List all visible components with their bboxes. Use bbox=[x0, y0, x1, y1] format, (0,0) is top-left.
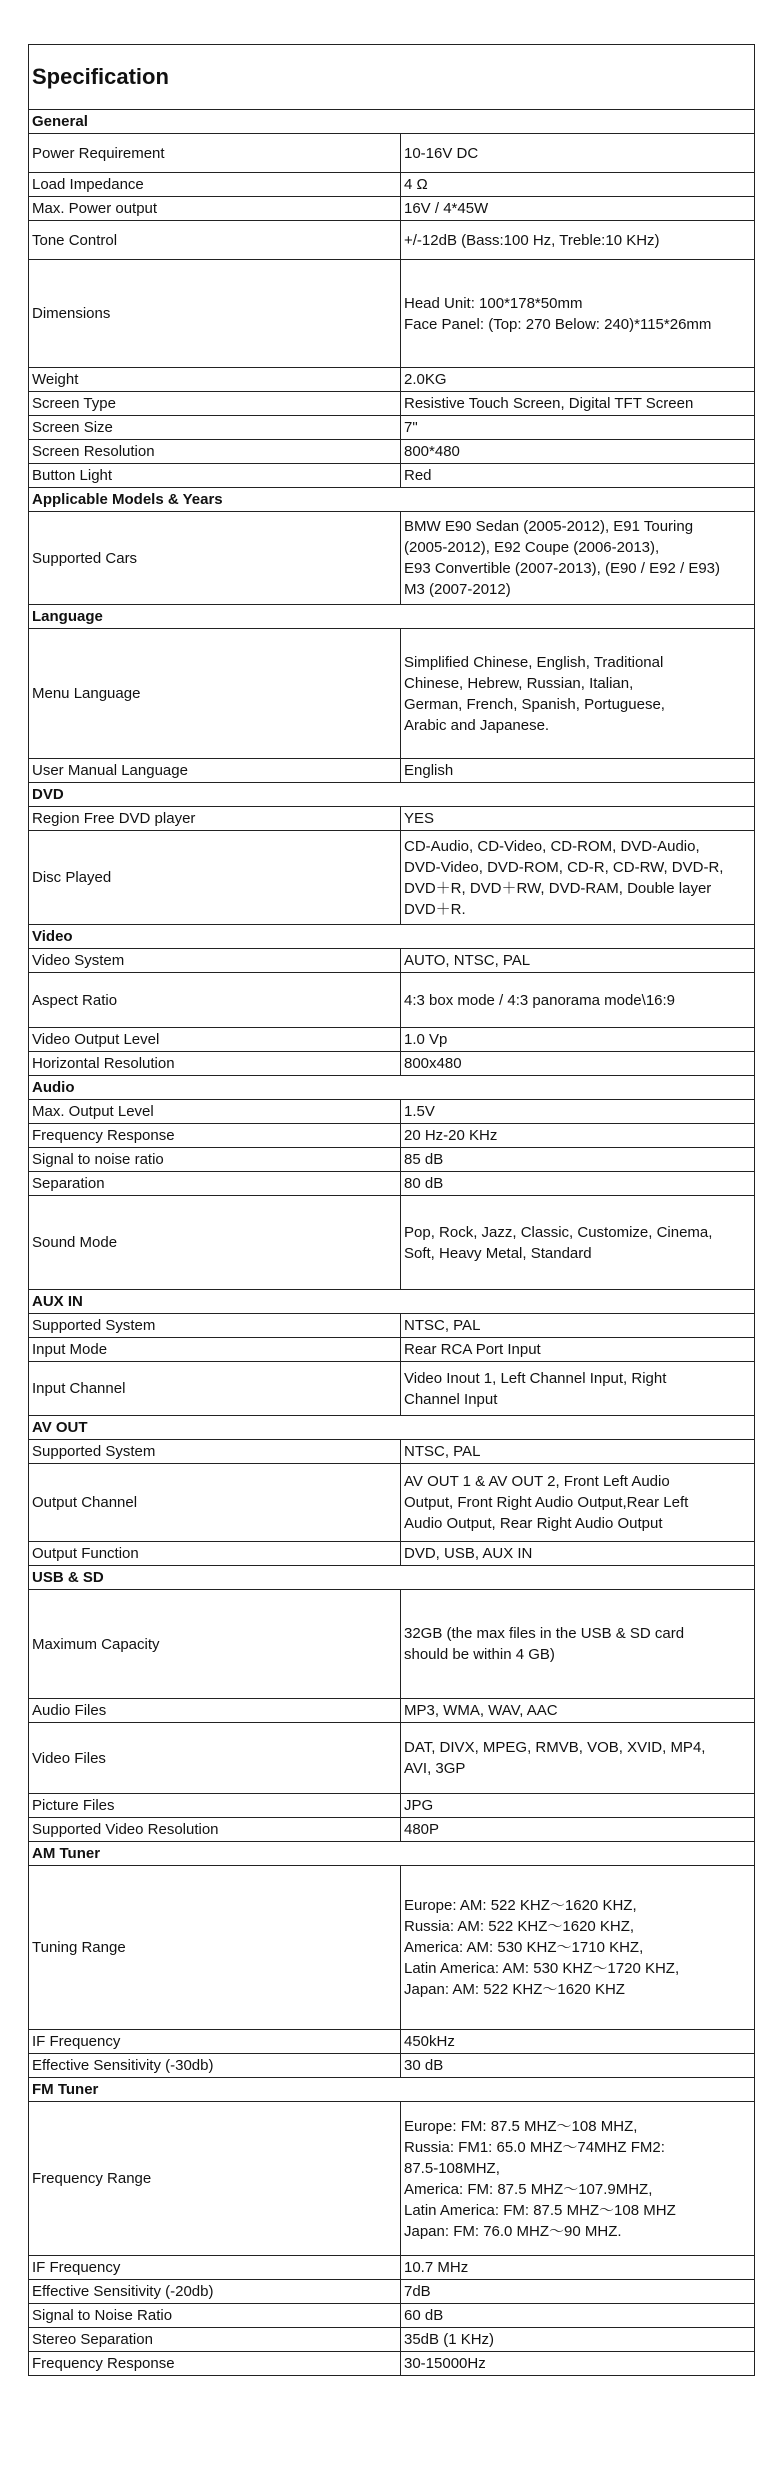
spec-label: Input Channel bbox=[29, 1362, 401, 1415]
spec-value: 10.7 MHz bbox=[404, 2259, 469, 2276]
spec-row-input-mode bbox=[28, 1338, 755, 1362]
spec-row-stereo-separation bbox=[28, 2328, 755, 2352]
spec-row-weight bbox=[28, 368, 755, 392]
spec-row-signal-to-noise-ratio bbox=[28, 2304, 755, 2328]
spec-label: Power Requirement bbox=[29, 134, 401, 172]
spec-row-power-requirement bbox=[28, 134, 755, 173]
spec-value: MP3, WMA, WAV, AAC bbox=[404, 1702, 558, 1719]
spec-value: 2.0KG bbox=[404, 371, 447, 388]
spec-value: Head Unit: 100*178*50mm Face Panel: (Top: 270 Below: 240)*115*26mm bbox=[404, 294, 712, 333]
spec-label: Video Files bbox=[29, 1723, 401, 1793]
spec-label: Supported System bbox=[29, 1440, 401, 1463]
spec-label: Load Impedance bbox=[29, 173, 401, 196]
spec-row-video-output-level bbox=[28, 1028, 755, 1052]
spec-row-effective-sensitivity-20db bbox=[28, 2280, 755, 2304]
spec-row-effective-sensitivity-30db bbox=[28, 2054, 755, 2078]
spec-row-video-files bbox=[28, 1723, 755, 1794]
section-header-applicable-models-years bbox=[28, 488, 755, 512]
spec-label: Aspect Ratio bbox=[29, 973, 401, 1027]
spec-label: Supported Cars bbox=[29, 512, 401, 604]
spec-label: Effective Sensitivity (-30db) bbox=[29, 2054, 401, 2077]
section-title: AM Tuner bbox=[32, 1845, 101, 1862]
spec-value: 4:3 box mode / 4:3 panorama mode\16:9 bbox=[404, 991, 676, 1009]
spec-value: BMW E90 Sedan (2005-2012), E91 Touring (2005-2012), E92 Coupe (2006-2013), E93 Convertible (2007-2013), (E90 / E92 / E93) M3 (2007-2012) bbox=[404, 518, 721, 598]
spec-value: 60 dB bbox=[404, 2307, 444, 2324]
spec-value: 16V / 4*45W bbox=[404, 200, 489, 217]
spec-value: 30-15000Hz bbox=[404, 2355, 486, 2372]
spec-row-supported-system bbox=[28, 1314, 755, 1338]
spec-label: Button Light bbox=[29, 464, 401, 487]
spec-row-screen-resolution bbox=[28, 440, 755, 464]
spec-label: Input Mode bbox=[29, 1338, 401, 1361]
spec-value: +/-12dB (Bass:100 Hz, Treble:10 KHz) bbox=[404, 231, 660, 249]
spec-value: 85 dB bbox=[404, 1151, 444, 1168]
section-header-usb-sd bbox=[28, 1566, 755, 1590]
spec-value: 800x480 bbox=[404, 1055, 462, 1072]
spec-value: 7dB bbox=[404, 2283, 431, 2300]
spec-label: Supported System bbox=[29, 1314, 401, 1337]
page-title: Specification bbox=[32, 64, 169, 89]
spec-label: Tuning Range bbox=[29, 1866, 401, 2029]
spec-value: NTSC, PAL bbox=[404, 1317, 481, 1334]
spec-label: Screen Resolution bbox=[29, 440, 401, 463]
spec-value: CD-Audio, CD-Video, CD-ROM, DVD-Audio, DVD-Video, DVD-ROM, CD-R, CD-RW, DVD-R, DVD＋R, DVD＋RW, DVD-RAM, Double layer DVD＋R. bbox=[404, 837, 724, 918]
spec-label: Picture Files bbox=[29, 1794, 401, 1817]
spec-value: JPG bbox=[404, 1797, 434, 1814]
spec-row-output-function bbox=[28, 1542, 755, 1566]
spec-label: Disc Played bbox=[29, 831, 401, 924]
spec-value: 30 dB bbox=[404, 2057, 444, 2074]
spec-label: Signal to noise ratio bbox=[29, 1148, 401, 1171]
spec-rows bbox=[28, 110, 755, 2376]
spec-row-supported-system bbox=[28, 1440, 755, 1464]
spec-row-supported-cars bbox=[28, 512, 755, 605]
section-header-audio bbox=[28, 1076, 755, 1100]
section-header-aux-in bbox=[28, 1290, 755, 1314]
spec-row-maximum-capacity bbox=[28, 1590, 755, 1699]
spec-value: 20 Hz-20 KHz bbox=[404, 1127, 498, 1144]
spec-value: 80 dB bbox=[404, 1175, 444, 1192]
spec-label: Separation bbox=[29, 1172, 401, 1195]
section-title: Applicable Models & Years bbox=[32, 491, 223, 508]
spec-label: User Manual Language bbox=[29, 759, 401, 782]
spec-row-supported-video-resolution bbox=[28, 1818, 755, 1842]
section-title: Language bbox=[32, 608, 103, 625]
spec-row-button-light bbox=[28, 464, 755, 488]
section-header-dvd bbox=[28, 783, 755, 807]
spec-row-sound-mode bbox=[28, 1196, 755, 1290]
spec-label: Tone Control bbox=[29, 221, 401, 259]
spec-row-separation bbox=[28, 1172, 755, 1196]
spec-value: 7" bbox=[404, 419, 418, 436]
spec-row-input-channel bbox=[28, 1362, 755, 1416]
spec-label: IF Frequency bbox=[29, 2030, 401, 2053]
spec-row-frequency-response bbox=[28, 1124, 755, 1148]
spec-row-max-output-level bbox=[28, 1100, 755, 1124]
spec-row-frequency-range bbox=[28, 2102, 755, 2256]
section-header-video bbox=[28, 925, 755, 949]
spec-label: Screen Type bbox=[29, 392, 401, 415]
spec-value: 800*480 bbox=[404, 443, 460, 460]
spec-value: AV OUT 1 & AV OUT 2, Front Left Audio Output, Front Right Audio Output,Rear Left Audio Output, Rear Right Audio Output bbox=[404, 1473, 689, 1532]
spec-row-if-frequency bbox=[28, 2256, 755, 2280]
spec-label: Weight bbox=[29, 368, 401, 391]
spec-value: 1.0 Vp bbox=[404, 1031, 448, 1048]
spec-row-signal-to-noise-ratio bbox=[28, 1148, 755, 1172]
section-title: AUX IN bbox=[32, 1293, 83, 1310]
spec-row-screen-type bbox=[28, 392, 755, 416]
spec-value: NTSC, PAL bbox=[404, 1443, 481, 1460]
spec-label: Output Function bbox=[29, 1542, 401, 1565]
spec-label: Output Channel bbox=[29, 1464, 401, 1541]
spec-row-max-power-output bbox=[28, 197, 755, 221]
spec-value: Red bbox=[404, 467, 432, 484]
section-header-language bbox=[28, 605, 755, 629]
section-header-general bbox=[28, 110, 755, 134]
spec-label: Horizontal Resolution bbox=[29, 1052, 401, 1075]
spec-value: AUTO, NTSC, PAL bbox=[404, 952, 531, 969]
spec-value: Resistive Touch Screen, Digital TFT Screen bbox=[404, 395, 694, 412]
spec-value: Rear RCA Port Input bbox=[404, 1341, 541, 1358]
spec-label: Region Free DVD player bbox=[29, 807, 401, 830]
spec-row-load-impedance bbox=[28, 173, 755, 197]
spec-label: Frequency Range bbox=[29, 2102, 401, 2255]
section-header-am-tuner bbox=[28, 1842, 755, 1866]
spec-label: Effective Sensitivity (-20db) bbox=[29, 2280, 401, 2303]
spec-value: 4 Ω bbox=[404, 176, 428, 193]
spec-row-if-frequency bbox=[28, 2030, 755, 2054]
spec-label: Max. Output Level bbox=[29, 1100, 401, 1123]
spec-row-audio-files bbox=[28, 1699, 755, 1723]
spec-row-frequency-response bbox=[28, 2352, 755, 2376]
section-title: DVD bbox=[32, 786, 64, 803]
spec-label: Frequency Response bbox=[29, 2352, 401, 2375]
section-header-av-out bbox=[28, 1416, 755, 1440]
spec-row-output-channel bbox=[28, 1464, 755, 1542]
spec-value: 10-16V DC bbox=[404, 144, 479, 162]
spec-label: Stereo Separation bbox=[29, 2328, 401, 2351]
spec-label: Menu Language bbox=[29, 629, 401, 758]
spec-value: Pop, Rock, Jazz, Classic, Customize, Cinema, Soft, Heavy Metal, Standard bbox=[404, 1223, 713, 1262]
spec-row-picture-files bbox=[28, 1794, 755, 1818]
section-title: USB & SD bbox=[32, 1569, 104, 1586]
spec-row-screen-size bbox=[28, 416, 755, 440]
specification-table bbox=[28, 44, 755, 2376]
spec-label: Max. Power output bbox=[29, 197, 401, 220]
section-title: AV OUT bbox=[32, 1419, 88, 1436]
spec-row-region-free-dvd-player bbox=[28, 807, 755, 831]
spec-row-tuning-range bbox=[28, 1866, 755, 2030]
spec-value: Video Inout 1, Left Channel Input, Right Channel Input bbox=[404, 1369, 667, 1408]
spec-label: Sound Mode bbox=[29, 1196, 401, 1289]
section-title: Audio bbox=[32, 1079, 75, 1096]
spec-value: 450kHz bbox=[404, 2033, 455, 2050]
spec-value: Europe: FM: 87.5 MHZ～108 MHZ, Russia: FM1: 65.0 MHZ～74MHZ FM2: 87.5-108MHZ, America: FM: 87.5 MHZ～107.9MHZ, Latin America: FM: 87.5 MHZ～108 MHZ Japan: FM: 76.0 MHZ～90 MHZ. bbox=[404, 2117, 676, 2240]
spec-value: DAT, DIVX, MPEG, RMVB, VOB, XVID, MP4, AVI, 3GP bbox=[404, 1739, 706, 1777]
spec-row-user-manual-language bbox=[28, 759, 755, 783]
spec-label: IF Frequency bbox=[29, 2256, 401, 2279]
spec-value: 480P bbox=[404, 1821, 440, 1838]
spec-row-menu-language bbox=[28, 629, 755, 759]
spec-label: Video Output Level bbox=[29, 1028, 401, 1051]
spec-value: DVD, USB, AUX IN bbox=[404, 1545, 533, 1562]
spec-label: Maximum Capacity bbox=[29, 1590, 401, 1698]
section-title: General bbox=[32, 113, 88, 130]
section-title: FM Tuner bbox=[32, 2081, 99, 2098]
spec-row-aspect-ratio bbox=[28, 973, 755, 1028]
spec-row-video-system bbox=[28, 949, 755, 973]
spec-row-dimensions bbox=[28, 260, 755, 368]
spec-value: Europe: AM: 522 KHZ～1620 KHZ, Russia: AM: 522 KHZ～1620 KHZ, America: AM: 530 KHZ～1710 KHZ, Latin America: AM: 530 KHZ～1720 KHZ, Japan: AM: 522 KHZ～1620 KHZ bbox=[404, 1897, 680, 1998]
spec-label: Audio Files bbox=[29, 1699, 401, 1722]
spec-label: Signal to Noise Ratio bbox=[29, 2304, 401, 2327]
spec-value: Simplified Chinese, English, Traditional Chinese, Hebrew, Russian, Italian, German, French, Spanish, Portuguese, Arabic and Japanese. bbox=[404, 653, 665, 734]
spec-value: 32GB (the max files in the USB & SD card should be within 4 GB) bbox=[404, 1625, 685, 1663]
spec-label: Dimensions bbox=[29, 260, 401, 367]
spec-value: 35dB (1 KHz) bbox=[404, 2331, 495, 2348]
spec-row-horizontal-resolution bbox=[28, 1052, 755, 1076]
spec-title-row bbox=[28, 44, 755, 110]
spec-label: Supported Video Resolution bbox=[29, 1818, 401, 1841]
spec-label: Frequency Response bbox=[29, 1124, 401, 1147]
section-title: Video bbox=[32, 928, 73, 945]
spec-value: YES bbox=[404, 810, 435, 827]
spec-label: Screen Size bbox=[29, 416, 401, 439]
spec-row-disc-played bbox=[28, 831, 755, 925]
spec-value: 1.5V bbox=[404, 1103, 435, 1120]
section-header-fm-tuner bbox=[28, 2078, 755, 2102]
spec-label: Video System bbox=[29, 949, 401, 972]
spec-row-tone-control bbox=[28, 221, 755, 260]
spec-value: English bbox=[404, 762, 454, 779]
